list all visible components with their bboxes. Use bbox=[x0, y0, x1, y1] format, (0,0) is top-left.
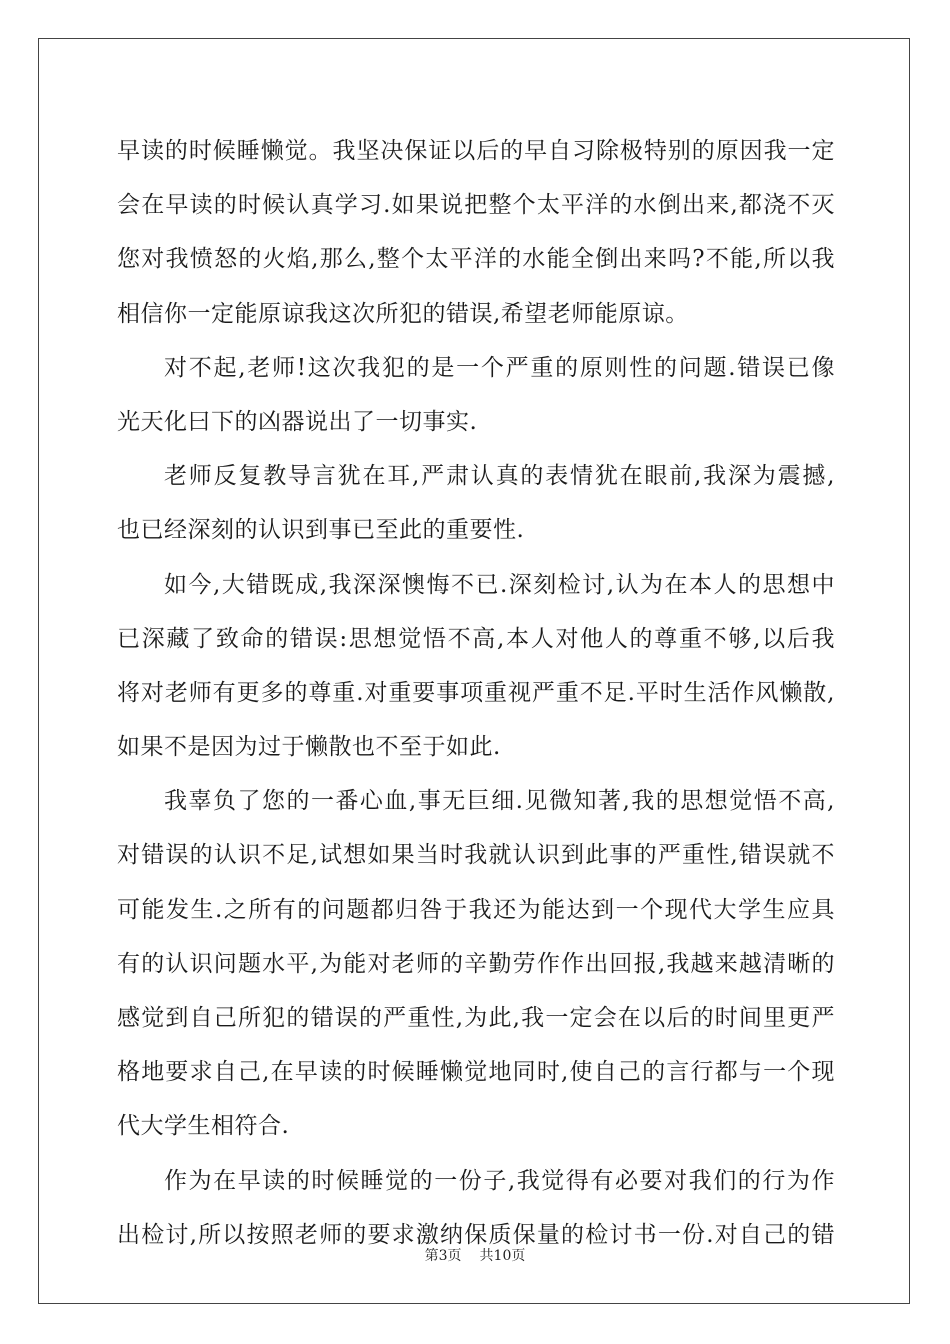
text-line: 已深藏了致命的错误:思想觉悟不高,本人对他人的尊重不够,以后我 bbox=[117, 625, 835, 652]
text-line: 出检讨,所以按照老师的要求激纳保质保量的检讨书一份.对自己的错 bbox=[117, 1221, 835, 1248]
text-line: 光天化曰下的凶器说出了一切事实. bbox=[117, 408, 478, 435]
text-line: 作为在早读的时候睡觉的一份子,我觉得有必要对我们的行为作 bbox=[164, 1167, 835, 1194]
text-line: 有的认识问题水平,为能对老师的辛勤劳作作出回报,我越来越清晰的 bbox=[117, 950, 835, 977]
text-line: 感觉到自己所犯的错误的严重性,为此,我一定会在以后的时间里更严 bbox=[117, 1005, 835, 1031]
page-number: 第3页 bbox=[424, 1248, 462, 1264]
text-line: 也已经深刻的认识到事已至此的重要性. bbox=[117, 517, 525, 544]
page-footer bbox=[0, 1246, 950, 1266]
text-line: 代大学生相符合. bbox=[117, 1113, 290, 1140]
text-line: 如今,大错既成,我深深懊悔不已.深刻检讨,认为在本人的思想中 bbox=[164, 571, 835, 598]
text-line: 可能发生.之所有的问题都归咎于我还为能达到一个现代大学生应具 bbox=[117, 896, 835, 923]
text-line: 您对我愤怒的火焰,那么,整个太平洋的水能全倒出来吗?不能,所以我 bbox=[117, 246, 835, 273]
text-line: 我辜负了您的一番心血,事无巨细.见微知著,我的思想觉悟不高, bbox=[164, 788, 835, 815]
text-line: 将对老师有更多的尊重.对重要事项重视严重不足.平时生活作风懒散, bbox=[117, 679, 835, 706]
text-line: 会在早读的时候认真学习.如果说把整个太平洋的水倒出来,都浇不灭 bbox=[117, 192, 835, 219]
text-line: 对不起,老师!这次我犯的是一个严重的原则性的问题.错误已像 bbox=[164, 354, 835, 381]
text-line: 如果不是因为过于懒散也不至于如此. bbox=[117, 734, 501, 761]
text-line: 老师反复教导言犹在耳,严肃认真的表情犹在眼前,我深为震撼, bbox=[164, 463, 835, 490]
page-total: 共10页 bbox=[479, 1248, 526, 1264]
text-line: 相信你一定能原谅我这次所犯的错误,希望老师能原谅。 bbox=[117, 300, 689, 327]
text-line: 格地要求自己,在早读的时候睡懒觉地同时,使自己的言行都与一个现 bbox=[117, 1059, 835, 1086]
text-line: 早读的时候睡懒觉。我坚决保证以后的早自习除极特别的原因我一定 bbox=[117, 138, 835, 164]
document-body bbox=[117, 124, 835, 1262]
text-line: 对错误的认识不足,试想如果当时我就认识到此事的严重性,错误就不 bbox=[117, 842, 835, 869]
